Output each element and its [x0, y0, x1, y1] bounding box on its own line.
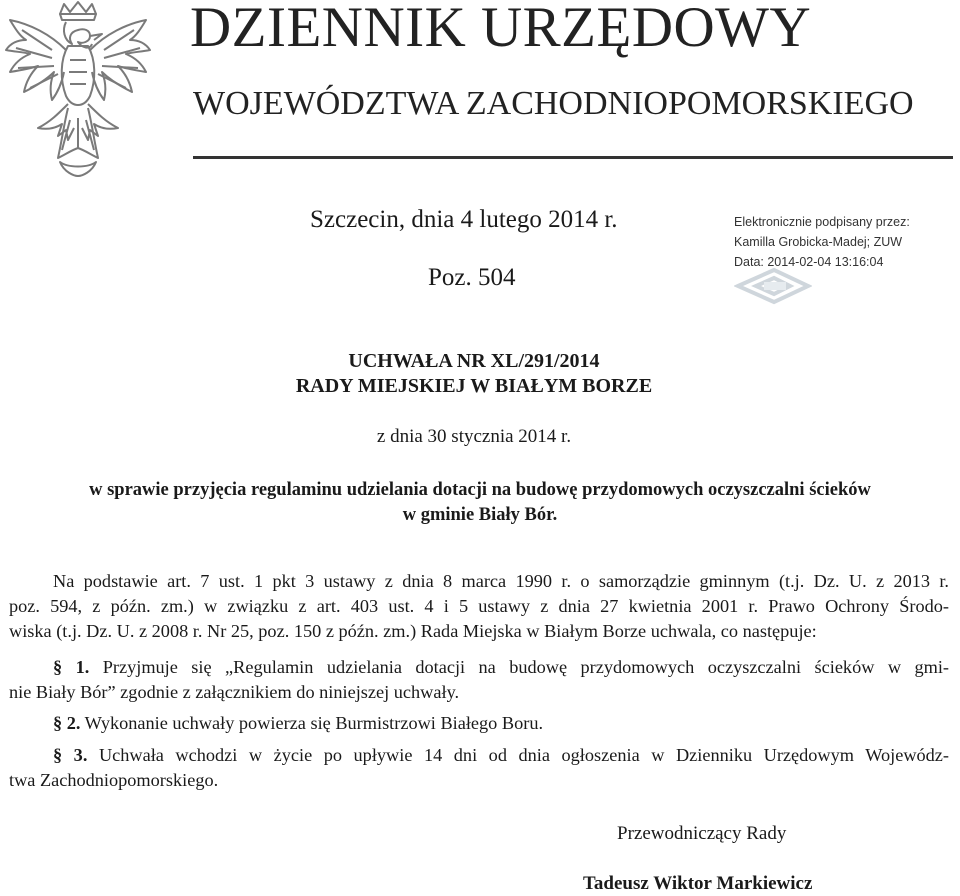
section-1: [9, 655, 949, 705]
electronic-signature-block: [734, 212, 910, 272]
position-number: Poz. 504: [428, 264, 516, 291]
resolution-date: z dnia 30 stycznia 2014 r.: [376, 426, 572, 447]
section-2: [9, 711, 949, 736]
section-text: Uchwała wchodzi w życie po upływie 14 dni od dnia ogłoszenia w Dzienniku Urzędowym Wojewódz-: [98, 745, 950, 765]
subject-line: w gminie Biały Bór.: [402, 505, 558, 525]
resolution-number: UCHWAŁA NR XL/291/2014: [348, 350, 600, 372]
eagle-emblem-icon: [2, 0, 154, 180]
journal-title: DZIENNIK URZĘDOWY: [190, 0, 812, 59]
resolution-subject: [0, 478, 960, 528]
section-text: twa Zachodniopomorskiego.: [9, 770, 219, 790]
signature-label: Elektronicznie podpisany przez:: [734, 215, 910, 229]
section-number: § 3.: [53, 745, 88, 765]
signature-date: Data: 2014-02-04 13:16:04: [734, 255, 884, 269]
place-date: Szczecin, dnia 4 lutego 2014 r.: [310, 206, 618, 233]
signature-logo-icon: [734, 264, 812, 306]
section-3: [9, 743, 949, 793]
section-number: § 2.: [53, 713, 81, 733]
section-text: Przyjmuje się „Regulamin udzielania dotacji na budowę przydomowych oczyszczalni ścieków w gmi-: [102, 657, 950, 677]
resolution-issuer: RADY MIEJSKIEJ W BIAŁYM BORZE: [295, 375, 653, 397]
paragraph-line: Na podstawie art. 7 ust. 1 pkt 3 ustawy z dnia 8 marca 1990 r. o samorządzie gminnym (t.j. Dz. U. z 2013 r.: [53, 571, 949, 591]
signatory-role: Przewodniczący Rady: [617, 823, 787, 844]
subject-line: w sprawie przyjęcia regulaminu udzielania dotacji na budowę przydomowych oczyszczalni ścieków: [89, 480, 871, 500]
section-text: Wykonanie uchwały powierza się Burmistrzowi Białego Boru.: [84, 713, 544, 733]
legal-basis-paragraph: [9, 569, 949, 644]
paragraph-line: poz. 594, z późn. zm.) w związku z art. 403 ust. 4 i 5 ustawy z dnia 27 kwietnia 2001 r. Prawo Ochrony Środo-: [9, 596, 949, 616]
header-divider: [193, 156, 953, 159]
journal-subtitle: WOJEWÓDZTWA ZACHODNIOPOMORSKIEGO: [193, 85, 914, 122]
section-text: nie Biały Bór” zgodnie z załącznikiem do niniejszej uchwały.: [9, 682, 460, 702]
signatory-name: Tadeusz Wiktor Markiewicz: [583, 873, 813, 894]
signature-signer: Kamilla Grobicka-Madej; ZUW: [734, 235, 903, 249]
paragraph-line: wiska (t.j. Dz. U. z 2008 r. Nr 25, poz. 150 z późn. zm.) Rada Miejska w Białym Borze uchwala, co następuje:: [9, 621, 817, 641]
section-number: § 1.: [53, 657, 90, 677]
